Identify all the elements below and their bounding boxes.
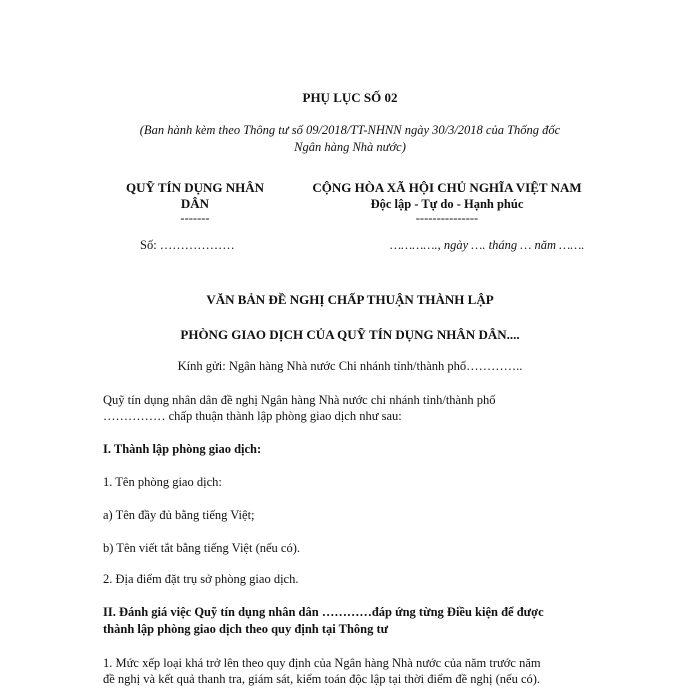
org-name-line2: DÂN [180, 196, 210, 211]
nation-title: CỘNG HÒA XÃ HỘI CHỦ NGHĨA VIỆT NAM [312, 180, 582, 195]
recipient-line: Kính gửi: Ngân hàng Nhà nước Chi nhánh tỉnh/thành phố………….. [177, 359, 523, 373]
intro-line2: …………… chấp thuận thành lập phòng giao dịch như sau: [103, 409, 402, 423]
nation-motto: Độc lập - Tự do - Hạnh phúc [370, 197, 524, 211]
appendix-title: PHỤ LỤC SỐ 02 [302, 90, 398, 105]
org-name-line1: QUỸ TÍN DỤNG NHÂN [125, 180, 265, 195]
paragraph-1-line1: 1. Mức xếp loại khá trở lên theo quy định của Ngân hàng Nhà nước của năm trước năm [103, 656, 541, 670]
section-2-heading-line2: thành lập phòng giao dịch theo quy định tại Thông tư [103, 622, 389, 636]
document-date: …………., ngày …. tháng … năm ……. [390, 238, 585, 252]
issued-note-line1: (Ban hành kèm theo Thông tư số 09/2018/TT-NHNN ngày 30/3/2018 của Thống đốc [139, 123, 561, 137]
item-1a: a) Tên đầy đủ bằng tiếng Việt; [103, 508, 255, 522]
item-1b: b) Tên viết tắt bằng tiếng Việt (nếu có). [103, 541, 300, 555]
section-1-heading: I. Thành lập phòng giao dịch: [103, 442, 262, 456]
issued-note-line2: Ngân hàng Nhà nước) [294, 140, 406, 154]
item-1: 1. Tên phòng giao dịch: [103, 475, 222, 489]
section-2-heading-line1: II. Đánh giá việc Quỹ tín dụng nhân dân …………đáp ứng từng Điều kiện để được [103, 605, 544, 619]
document-title-line1: VĂN BẢN ĐỀ NGHỊ CHẤP THUẬN THÀNH LẬP [206, 292, 494, 307]
org-dash: ------- [180, 211, 210, 225]
document-title-line2: PHÒNG GIAO DỊCH CỦA QUỸ TÍN DỤNG NHÂN DÂN.... [180, 327, 520, 342]
intro-line1: Quỹ tín dụng nhân dân đề nghị Ngân hàng Nhà nước chi nhánh tỉnh/thành phố [103, 393, 496, 407]
document-number: Số: ……………… [140, 238, 235, 252]
paragraph-1-line2: đề nghị và kết quả thanh tra, giám sát, kiểm toán độc lập tại thời điểm đề nghị (nếu có). [103, 672, 541, 686]
item-2: 2. Địa điểm đặt trụ sở phòng giao dịch. [103, 572, 299, 586]
nation-dash: --------------- [415, 211, 479, 225]
